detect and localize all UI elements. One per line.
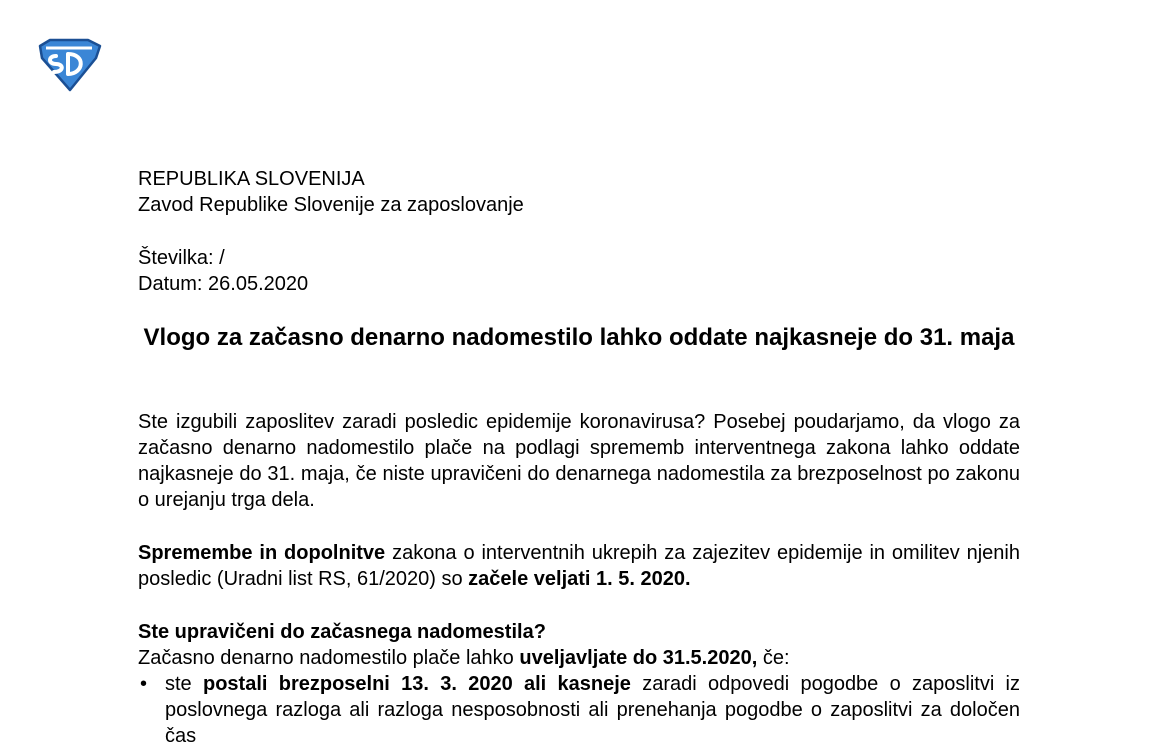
bullet1-text2: zaradi odpovedi pogodbe o zaposlitvi iz poslovnega razloga ali razloga nesposobnosti ali prenehanja pogodbe o zaposlitvi za določen čas: [165, 673, 1020, 747]
changes-bold-start: Spremembe in dopolnitve: [138, 542, 386, 564]
bullet1-bold: postali brezposelni 13. 3. 2020 ali kasneje: [202, 673, 631, 695]
date-value: 26.05.2020: [208, 273, 309, 295]
bullet1-text1: ste: [165, 673, 203, 695]
changes-text: zakona o interventnih ukrepih za zajezitev epidemije in omilitev njenih posledic (Uradni list RS, 61/2020) so: [138, 542, 1020, 590]
header-date: [138, 271, 1020, 297]
eligibility-heading: Ste upravičeni do začasnega nadomestila?: [138, 621, 546, 643]
changes-bold-end: začele veljati 1. 5. 2020.: [468, 568, 691, 590]
lead-bold: uveljavljate do 31.5.2020,: [519, 647, 758, 669]
document-title: Vlogo za začasno denarno nadomestilo lahko oddate najkasneje do 31. maja: [143, 324, 1015, 351]
number-label: Številka:: [138, 247, 214, 269]
header-institution: Zavod Republike Slovenije za zaposlovanje: [138, 194, 524, 216]
date-label: Datum:: [138, 273, 203, 295]
changes-paragraph: [138, 540, 1020, 592]
document-header: [138, 166, 1020, 297]
intro-paragraph: Ste izgubili zaposlitev zaradi posledic epidemije koronavirusa? Posebej poudarjamo, da vlogo za začasno denarno nadomestilo plače na podlagi sprememb interventnega zakona lahko oddate najkasneje do 31. maja, če niste upravičeni do denarnega nadomestila za brezposelnost po zakonu o urejanju trga dela.: [138, 411, 1020, 511]
document-body: [138, 166, 1020, 749]
lead-end: če:: [757, 647, 790, 669]
header-number: [138, 245, 1020, 271]
eligibility-list: [138, 671, 1020, 749]
list-item: [138, 671, 1020, 749]
header-republic: REPUBLIKA SLOVENIJA: [138, 168, 365, 190]
eligibility-lead: [138, 645, 1020, 671]
zrsz-logo-icon: [34, 38, 104, 92]
number-value: /: [219, 247, 225, 269]
lead-text: Začasno denarno nadomestilo plače lahko: [138, 647, 520, 669]
